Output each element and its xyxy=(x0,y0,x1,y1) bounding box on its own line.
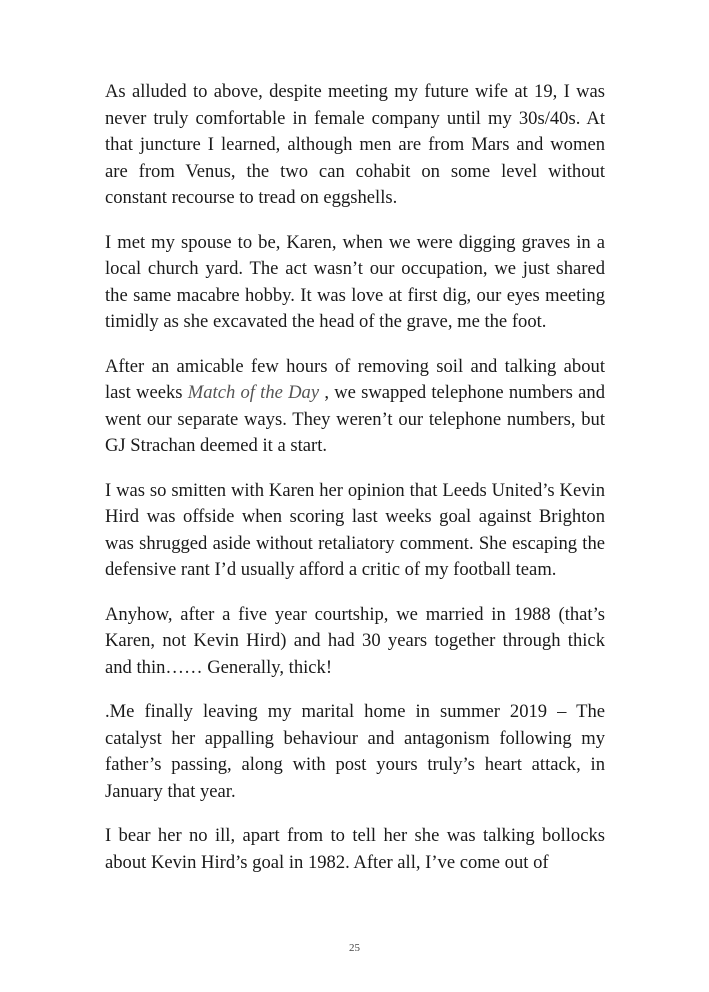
page-number: 25 xyxy=(349,942,360,954)
paragraph-7: I bear her no ill, apart from to tell her she was talking bollocks about Kevin Hird’s goal in 1982. After all, I’ve come out of xyxy=(105,825,605,873)
body-text xyxy=(105,79,605,894)
show-title: Match of the Day xyxy=(187,382,320,403)
paragraph-2: I met my spouse to be, Karen, when we were digging graves in a local church yard. The act wasn’t our occupation, we just shared the same macabre hobby. It was love at first dig, our eyes meeting timidly as she excavated the head of the grave, me the foot. xyxy=(105,231,605,332)
paragraph-1: As alluded to above, despite meeting my future wife at 19, I was never truly comfortable in female company until my 30s/40s. At that juncture I learned, although men are from Mars and women are from Venus, the two can cohabit on some level without constant recourse to tread on eggshells. xyxy=(105,81,605,208)
paragraph-3-text-after: , we swapped telephone numbers and went our separate ways. They weren’t our telephone numbers, but GJ Strachan deemed it a start. xyxy=(105,382,605,456)
paragraph-5: Anyhow, after a five year courtship, we married in 1988 (that’s Karen, not Kevin Hird) and had 30 years together through thick and thin…… Generally, thick! xyxy=(105,603,605,678)
paragraph-6: .Me finally leaving my marital home in summer 2019 – The catalyst her appalling behaviour and antagonism following my father’s passing, along with post yours truly’s heart attack, in January that year. xyxy=(105,701,605,802)
paragraph-3-text-before: After an amicable few hours of removing soil and talking about last weeks xyxy=(105,355,605,403)
paragraph-4: I was so smitten with Karen her opinion that Leeds United’s Kevin Hird was offside when scoring last weeks goal against Brighton was shrugged aside without retaliatory comment. She escaping the defensive rant I’d usually afford a critic of my football team. xyxy=(105,479,605,580)
paragraph-3 xyxy=(105,354,605,460)
